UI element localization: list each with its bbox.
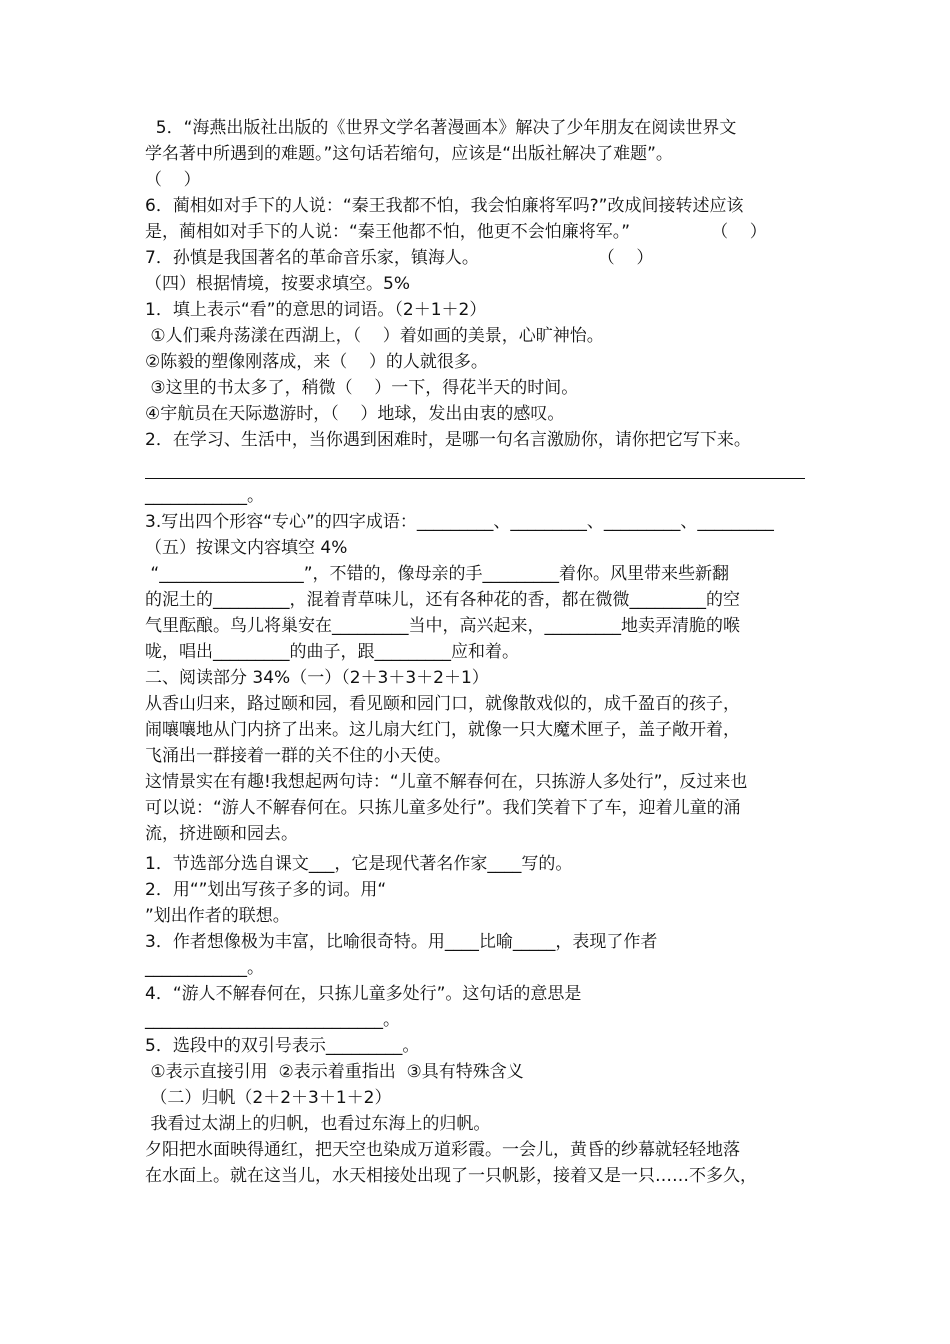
- passage-line: 在水面上。就在这当儿，水天相接处出现了一只帆影，接着又是一只……不多久，: [145, 1166, 757, 1186]
- section-heading: （四）根据情境，按要求填空。5%: [145, 274, 410, 294]
- section-heading: （五）按课文内容填空 4%: [145, 538, 348, 558]
- section-heading: 二、阅读部分 34%（一）（2＋3＋3＋2＋1）: [145, 668, 489, 688]
- text-line: 的泥土的_________，混着青草味儿，还有各种花的香，都在微微_________的空: [145, 590, 740, 610]
- text-line: “_________________”，不错的，像母亲的手_________着你。风里带来些新翻: [145, 564, 730, 584]
- passage-line: 闹嚷嚷地从门内挤了出来。这儿扇大红门，就像一只大魔术匣子，盖子敞开着，: [145, 720, 740, 740]
- text-line: 气里酝酿。鸟儿将巢安在_________当中，高兴起来，_________地卖弄清脆的喉: [145, 616, 740, 636]
- question-line: 1．节选部分选自课文___，它是现代著名作家____写的。: [145, 854, 573, 874]
- option-line: ①表示直接引用 ②表示着重指出 ③具有特殊含义: [145, 1062, 524, 1082]
- text-line: 学名著中所遇到的难题。”这句话若缩句，应该是“出版社解决了难题”。: [145, 144, 673, 164]
- passage-line: 从香山归来，路过颐和园，看见颐和园门口，就像散戏似的，成千盈百的孩子，: [145, 694, 740, 714]
- passage-line: 可以说：“游人不解春何在。只拣儿童多处行”。我们笑着下了车，迎着儿童的涌: [145, 798, 741, 818]
- text-line: ①人们乘舟荡漾在西湖上，（ ）着如画的美景，心旷神怡。: [145, 326, 604, 346]
- question-line: 4．“游人不解春何在，只拣儿童多处行”。这句话的意思是: [145, 984, 582, 1004]
- text-line: ④宇航员在天际遨游时，（ ）地球，发出由衷的感叹。: [145, 404, 565, 424]
- passage-line: 这情景实在有趣!我想起两句诗：“儿童不解春何在，只拣游人多处行”，反过来也: [145, 772, 748, 792]
- question-line: 5．选段中的双引号表示_________。: [145, 1036, 420, 1056]
- question-line: 2．在学习、生活中，当你遇到困难时，是哪一句名言激励你，请你把它写下来。: [145, 430, 751, 450]
- passage-line: 流，挤进颐和园去。: [145, 824, 298, 844]
- text-line: 7．孙慎是我国著名的革命音乐家，镇海人。 （ ）: [145, 248, 654, 268]
- text-line: ”划出作者的联想。: [145, 906, 290, 926]
- text-line: （ ）: [145, 170, 201, 190]
- text-line: ____________________________。: [145, 1010, 400, 1030]
- text-line: ③这里的书太多了，稍微（ ）一下，得花半天的时间。: [145, 378, 579, 398]
- question-line: 1．填上表示“看”的意思的词语。（2＋1＋2）: [145, 300, 487, 320]
- text-line: ②陈毅的塑像刚落成，来（ ）的人就很多。: [145, 352, 488, 372]
- passage-line: 夕阳把水面映得通红，把天空也染成万道彩霞。一会儿，黄昏的纱幕就轻轻地落: [145, 1140, 740, 1160]
- question-line: 3.写出四个形容“专心”的四字成语：_________、_________、_________、_________: [145, 512, 774, 532]
- question-line: 2．用“”划出写孩子多的词。用“: [145, 880, 387, 900]
- answer-rule: [145, 478, 805, 479]
- text-line: 咙，唱出_________的曲子，跟_________应和着。: [145, 642, 519, 662]
- passage-line: 飞涌出一群接着一群的关不住的小天使。: [145, 746, 451, 766]
- section-heading: （二）归帆（2＋2＋3＋1＋2）: [145, 1088, 392, 1108]
- text-line: 6．蔺相如对手下的人说：“秦王我都不怕，我会怕廉将军吗?”改成间接转述应该: [145, 196, 744, 216]
- text-line: 是，蔺相如对手下的人说：“秦王他都不怕，他更不会怕廉将军。” （ ）: [145, 222, 767, 242]
- text-line: 5．“海燕出版社出版的《世界文学名著漫画本》解决了少年朋友在阅读世界文: [145, 118, 737, 138]
- question-line: 3．作者想像极为丰富，比喻很奇特。用____比喻_____，表现了作者: [145, 932, 658, 952]
- text-line: ____________。: [145, 486, 264, 506]
- passage-line: 我看过太湖上的归帆，也看过东海上的归帆。: [145, 1114, 491, 1134]
- text-line: ____________。: [145, 958, 264, 978]
